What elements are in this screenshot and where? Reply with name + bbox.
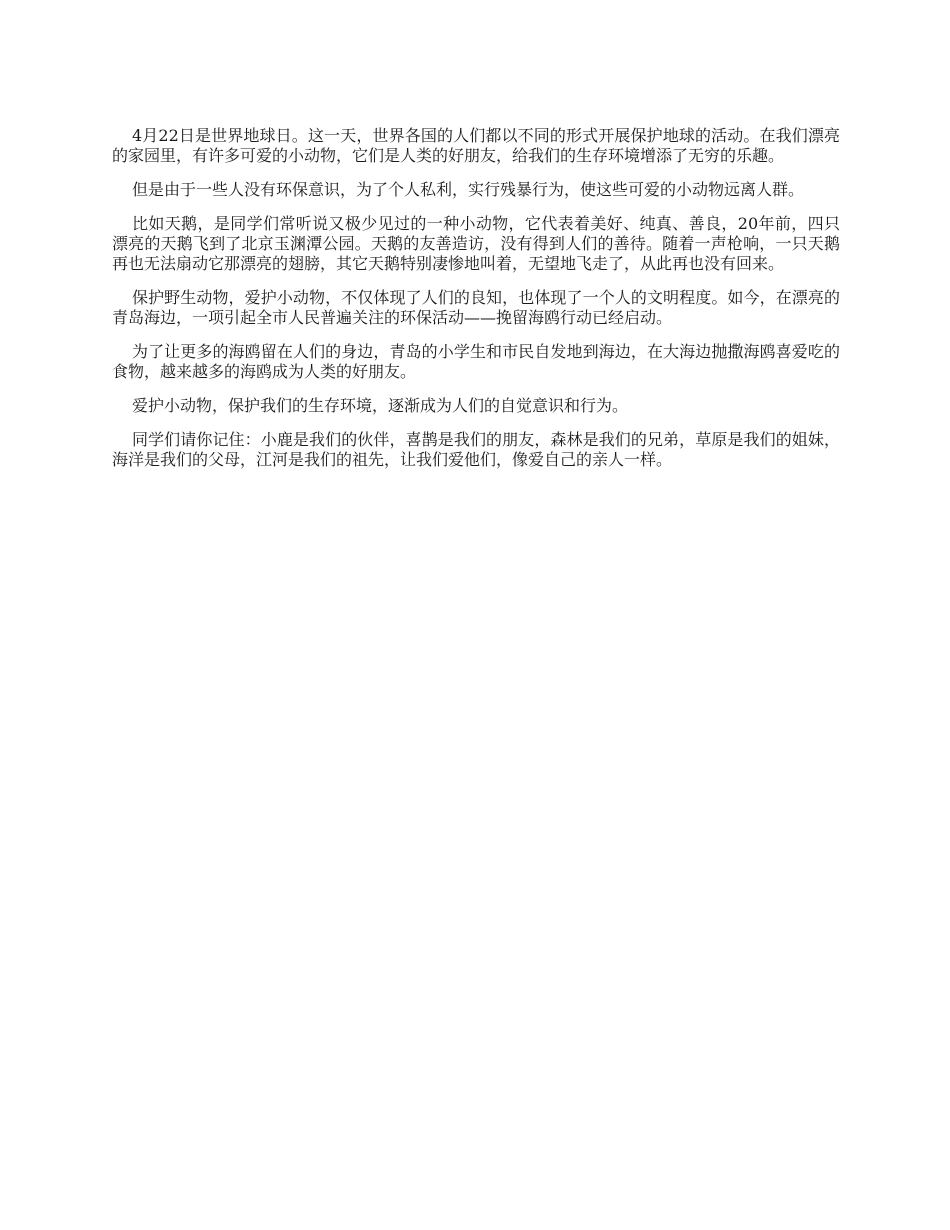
paragraph: 但是由于一些人没有环保意识，为了个人私利，实行残暴行为，使这些可爱的小动物远离人群。: [132, 180, 805, 199]
paragraph: 保护野生动物，爱护小动物，不仅体现了人们的良知，也体现了一个人的文明程度。如今，在漂亮的青岛海边，一项引起全市人民普遍关注的环保活动——挽留海鸥行动已经启动。: [112, 288, 840, 327]
paragraph: 爱护小动物，保护我们的生存环境，逐渐成为人们的自觉意识和行为。: [132, 396, 629, 415]
paragraph: 为了让更多的海鸥留在人们的身边，青岛的小学生和市民自发地到海边，在大海边抛撒海鸥喜爱吃的食物，越来越多的海鸥成为人类的好朋友。: [112, 342, 840, 381]
paragraph: 4月22日是世界地球日。这一天，世界各国的人们都以不同的形式开展保护地球的活动。在我们漂亮的家园里，有许多可爱的小动物，它们是人类的好朋友，给我们的生存环境增添了无穷的乐趣。: [112, 126, 840, 165]
document-body: [112, 126, 840, 484]
paragraph: 比如天鹅，是同学们常听说又极少见过的一种小动物，它代表着美好、纯真、善良，20年前，四只漂亮的天鹅飞到了北京玉渊潭公园。天鹅的友善造访，没有得到人们的善待。随着一声枪响，一只天鹅再也无法扇动它那漂亮的翅膀，其它天鹅特别凄惨地叫着，无望地飞走了，从此再也没有回来。: [112, 214, 840, 273]
paragraph: 同学们请你记住：小鹿是我们的伙伴，喜鹊是我们的朋友，森林是我们的兄弟，草原是我们的姐妹，海洋是我们的父母，江河是我们的祖先，让我们爱他们，像爱自己的亲人一样。: [112, 430, 840, 469]
